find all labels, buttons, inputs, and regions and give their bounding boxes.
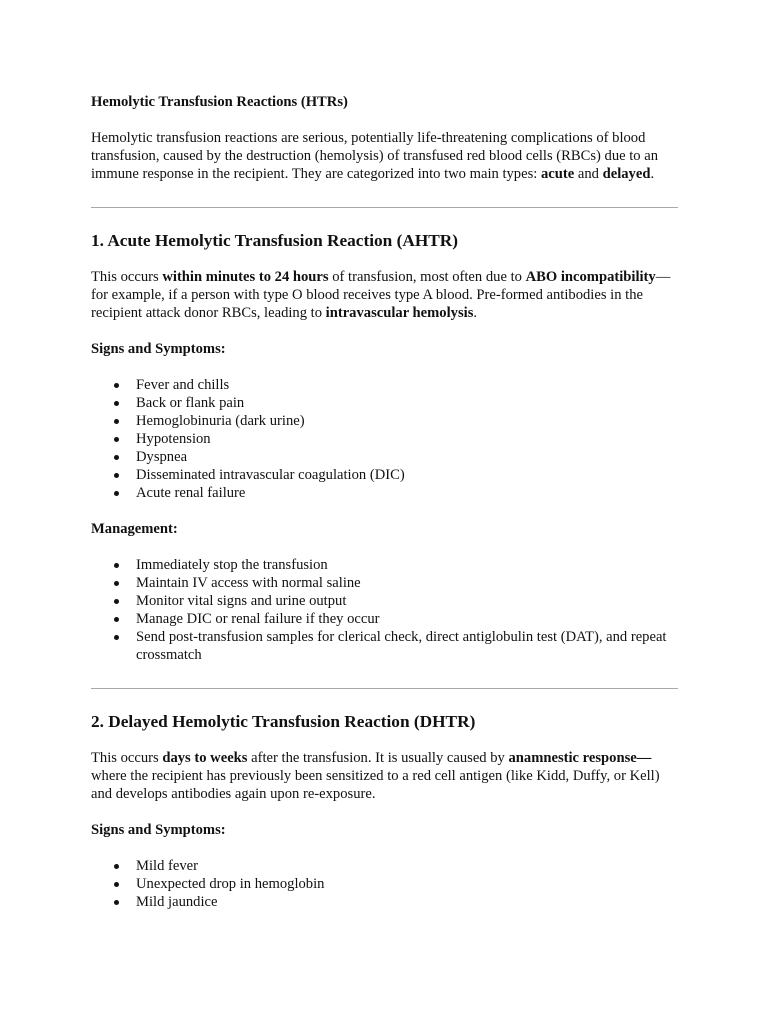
delayed-signs-label: Signs and Symptoms: — [91, 822, 226, 838]
delayed-text-3: where the recipient has previously been sensitized to a red cell antigen (like Kidd, Duffy, or Kell) and develops antibodies again upon re-exposure. — [91, 768, 660, 802]
intro-paragraph — [91, 129, 679, 183]
list-item — [91, 412, 679, 430]
bullet-icon — [114, 491, 119, 496]
list-item-text: Unexpected drop in hemoglobin — [136, 876, 325, 892]
delayed-bold-2: anamnestic response— — [508, 750, 652, 766]
bullet-icon — [114, 473, 119, 478]
list-item-text: Maintain IV access with normal saline — [136, 575, 361, 591]
acute-text-3: —for example, if a person with type O blood receives type A blood. Pre-formed antibodies in the recipient attack donor RBCs, leading to — [91, 269, 671, 321]
intro-delayed-term: delayed — [602, 166, 651, 182]
bullet-icon — [114, 599, 119, 604]
list-item-text: Acute renal failure — [136, 485, 246, 501]
bullet-icon — [114, 900, 119, 905]
bullet-icon — [114, 864, 119, 869]
list-item-text: Disseminated intravascular coagulation (DIC) — [136, 467, 405, 483]
spacer — [91, 664, 679, 688]
acute-signs-label: Signs and Symptoms: — [91, 341, 226, 357]
bullet-icon — [114, 563, 119, 568]
list-item-text: Mild fever — [136, 858, 199, 874]
divider — [91, 207, 678, 208]
delayed-bold-1: days to weeks — [162, 750, 248, 766]
bullet-icon — [114, 455, 119, 460]
section-heading-delayed: 2. Delayed Hemolytic Transfusion Reaction (DHTR) — [91, 712, 476, 731]
list-item — [91, 857, 679, 875]
acute-bold-2: ABO incompatibility — [525, 269, 656, 285]
list-item-text: Send post-transfusion samples for clerical check, direct antiglobulin test (DAT), and repeat crossmatch — [136, 629, 667, 663]
bullet-icon — [114, 635, 119, 640]
list-item — [91, 610, 679, 628]
acute-bold-1: within minutes to 24 hours — [162, 269, 329, 285]
list-item — [91, 556, 679, 574]
list-item-text: Immediately stop the transfusion — [136, 557, 328, 573]
management-label: Management: — [91, 521, 178, 537]
list-item — [91, 574, 679, 592]
bullet-icon — [114, 437, 119, 442]
list-item — [91, 448, 679, 466]
list-item — [91, 893, 679, 911]
intro-acute-term: acute — [540, 166, 575, 182]
list-item — [91, 394, 679, 412]
acute-signs-list — [91, 376, 679, 502]
list-item — [91, 484, 679, 502]
intro-and: and — [574, 166, 603, 182]
acute-bold-3: intravascular hemolysis — [325, 305, 474, 321]
list-item-text: Hypotension — [136, 431, 211, 447]
section-heading-acute: 1. Acute Hemolytic Transfusion Reaction (AHTR) — [91, 231, 459, 250]
list-item-text: Manage DIC or renal failure if they occur — [136, 611, 380, 627]
acute-text-4: . — [473, 305, 478, 321]
bullet-icon — [114, 581, 119, 586]
list-item — [91, 376, 679, 394]
list-item — [91, 592, 679, 610]
list-item-text: Hemoglobinuria (dark urine) — [136, 413, 305, 429]
delayed-text-1: This occurs — [91, 750, 163, 766]
management-list — [91, 556, 679, 664]
list-item-text: Back or flank pain — [136, 395, 245, 411]
list-item-text: Mild jaundice — [136, 894, 218, 910]
delayed-signs-list — [91, 857, 679, 911]
page-title: Hemolytic Transfusion Reactions (HTRs) — [91, 94, 348, 110]
acute-text-2: of transfusion, most often due to — [328, 269, 526, 285]
list-item — [91, 430, 679, 448]
intro-text: Hemolytic transfusion reactions are serious, potentially life-threatening complications of blood transfusion, caused by the destruction (hemolysis) of transfused red blood cells (RBCs) due to an immune response in the recipient. They are categorized into two main types: — [91, 130, 659, 182]
list-item — [91, 466, 679, 484]
document-body — [91, 93, 679, 911]
bullet-icon — [114, 401, 119, 406]
delayed-paragraph — [91, 749, 679, 803]
list-item — [91, 875, 679, 893]
acute-paragraph — [91, 268, 679, 322]
intro-end: . — [650, 166, 655, 182]
acute-text-1: This occurs — [91, 269, 163, 285]
delayed-text-2: after the transfusion. It is usually caused by — [247, 750, 509, 766]
list-item-text: Dyspnea — [136, 449, 188, 465]
list-item-text: Fever and chills — [136, 377, 230, 393]
list-item — [91, 628, 679, 664]
list-item-text: Monitor vital signs and urine output — [136, 593, 347, 609]
bullet-icon — [114, 419, 119, 424]
divider — [91, 688, 678, 689]
bullet-icon — [114, 383, 119, 388]
bullet-icon — [114, 617, 119, 622]
bullet-icon — [114, 882, 119, 887]
